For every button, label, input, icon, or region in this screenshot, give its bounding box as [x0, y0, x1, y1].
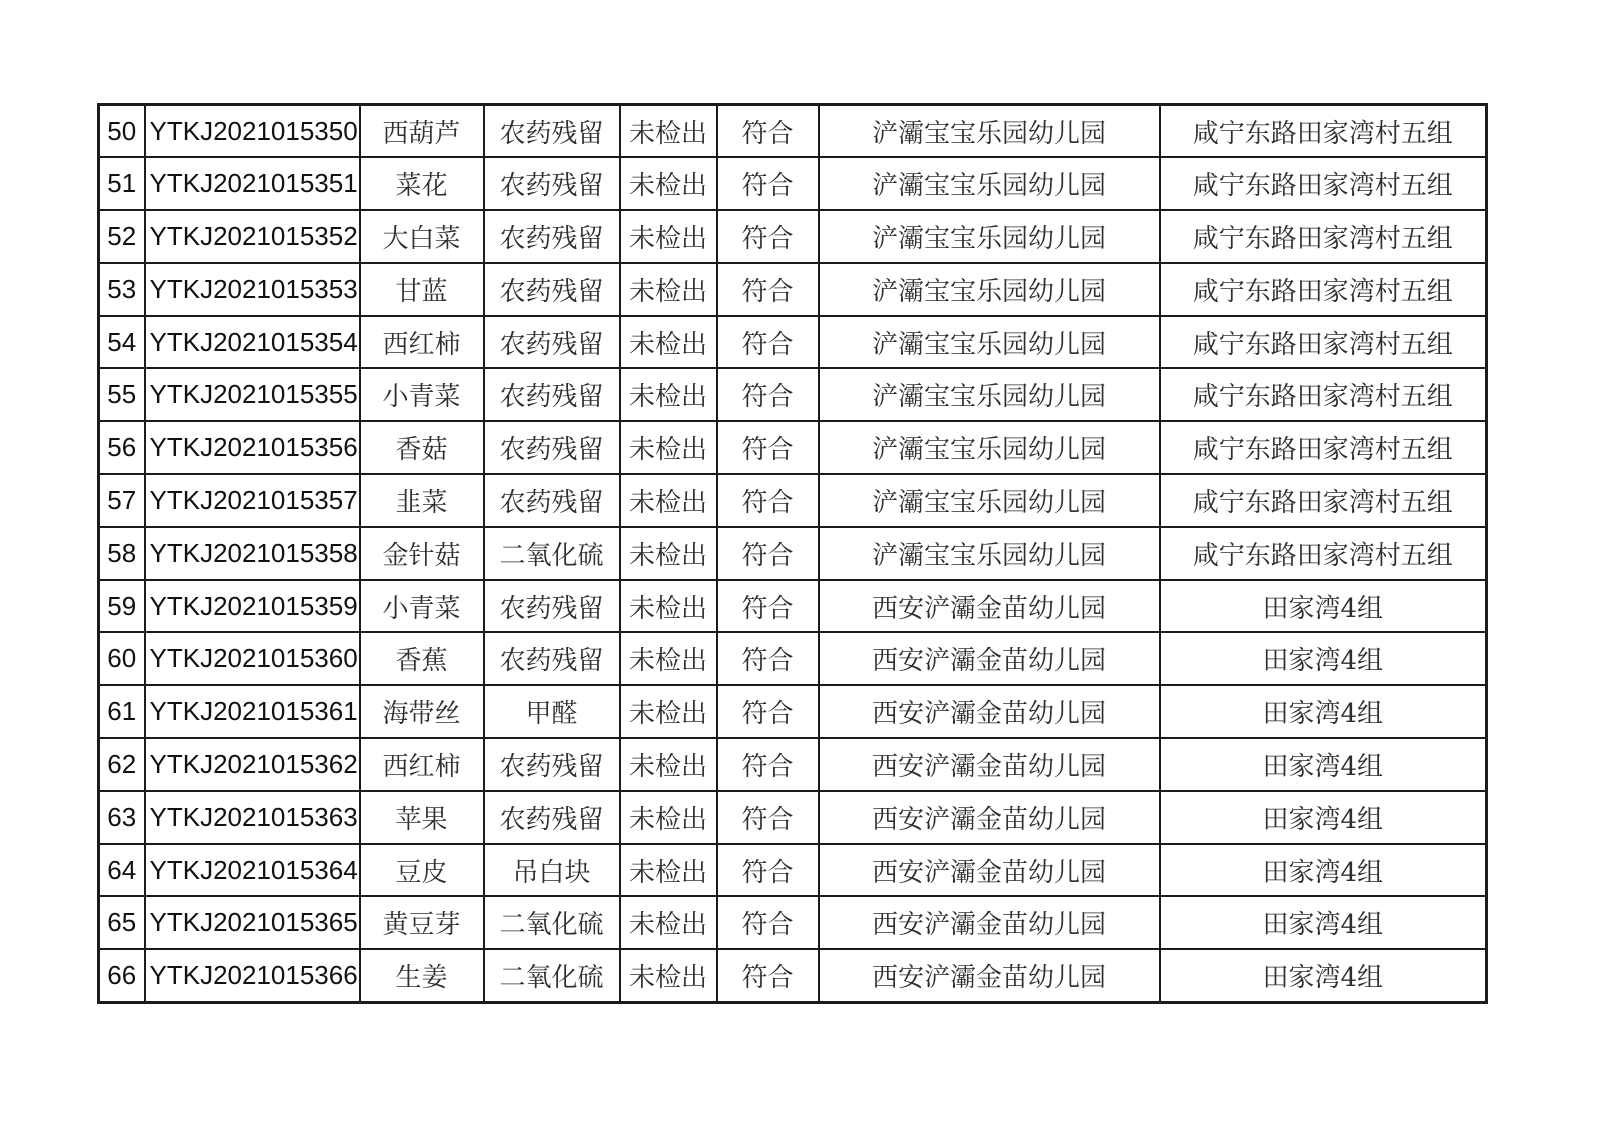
cell-sample-name: 菜花: [360, 157, 484, 210]
cell-sample-name: 韭菜: [360, 474, 484, 527]
cell-sample-id: YTKJ2021015355: [145, 368, 360, 421]
cell-row-number: 51: [99, 157, 145, 210]
cell-sample-name: 黄豆芽: [360, 896, 484, 949]
cell-sampling-site: 西安浐灞金苗幼儿园: [819, 738, 1160, 791]
cell-test-result: 未检出: [620, 368, 717, 421]
cell-sample-id: YTKJ2021015365: [145, 896, 360, 949]
cell-address: 田家湾4组: [1160, 685, 1487, 738]
cell-sample-id: YTKJ2021015360: [145, 632, 360, 685]
cell-row-number: 60: [99, 632, 145, 685]
cell-conclusion: 符合: [717, 791, 819, 844]
cell-address: 田家湾4组: [1160, 791, 1487, 844]
cell-test-result: 未检出: [620, 844, 717, 897]
cell-conclusion: 符合: [717, 263, 819, 316]
cell-test-item: 农药残留: [484, 316, 620, 369]
cell-sample-name: 小青菜: [360, 580, 484, 633]
table-row: [99, 632, 1487, 685]
cell-address: 咸宁东路田家湾村五组: [1160, 105, 1487, 158]
cell-sampling-site: 西安浐灞金苗幼儿园: [819, 896, 1160, 949]
cell-sample-name: 大白菜: [360, 210, 484, 263]
cell-sampling-site: 浐灞宝宝乐园幼儿园: [819, 105, 1160, 158]
cell-row-number: 66: [99, 949, 145, 1002]
cell-conclusion: 符合: [717, 632, 819, 685]
cell-row-number: 64: [99, 844, 145, 897]
cell-address: 田家湾4组: [1160, 949, 1487, 1002]
cell-sampling-site: 浐灞宝宝乐园幼儿园: [819, 421, 1160, 474]
cell-sampling-site: 浐灞宝宝乐园幼儿园: [819, 157, 1160, 210]
table-row: [99, 263, 1487, 316]
cell-test-item: 二氧化硫: [484, 896, 620, 949]
cell-test-result: 未检出: [620, 791, 717, 844]
cell-test-item: 农药残留: [484, 421, 620, 474]
cell-test-item: 农药残留: [484, 368, 620, 421]
cell-test-item: 二氧化硫: [484, 949, 620, 1002]
cell-sample-name: 豆皮: [360, 844, 484, 897]
cell-test-item: 农药残留: [484, 474, 620, 527]
cell-sampling-site: 西安浐灞金苗幼儿园: [819, 791, 1160, 844]
table-row: [99, 738, 1487, 791]
table-row: [99, 896, 1487, 949]
table-row: [99, 316, 1487, 369]
cell-sample-id: YTKJ2021015361: [145, 685, 360, 738]
cell-sampling-site: 浐灞宝宝乐园幼儿园: [819, 474, 1160, 527]
cell-sample-id: YTKJ2021015363: [145, 791, 360, 844]
cell-test-item: 农药残留: [484, 157, 620, 210]
cell-conclusion: 符合: [717, 474, 819, 527]
cell-conclusion: 符合: [717, 685, 819, 738]
cell-address: 咸宁东路田家湾村五组: [1160, 316, 1487, 369]
cell-sampling-site: 西安浐灞金苗幼儿园: [819, 580, 1160, 633]
cell-sample-name: 苹果: [360, 791, 484, 844]
cell-test-result: 未检出: [620, 105, 717, 158]
cell-conclusion: 符合: [717, 368, 819, 421]
cell-conclusion: 符合: [717, 580, 819, 633]
cell-sample-id: YTKJ2021015356: [145, 421, 360, 474]
cell-row-number: 63: [99, 791, 145, 844]
cell-conclusion: 符合: [717, 896, 819, 949]
cell-row-number: 50: [99, 105, 145, 158]
cell-address: 田家湾4组: [1160, 580, 1487, 633]
cell-sample-id: YTKJ2021015352: [145, 210, 360, 263]
cell-conclusion: 符合: [717, 527, 819, 580]
cell-row-number: 65: [99, 896, 145, 949]
cell-test-item: 农药残留: [484, 263, 620, 316]
cell-sample-name: 金针菇: [360, 527, 484, 580]
cell-test-item: 农药残留: [484, 632, 620, 685]
cell-test-result: 未检出: [620, 580, 717, 633]
cell-sampling-site: 浐灞宝宝乐园幼儿园: [819, 368, 1160, 421]
table-row: [99, 844, 1487, 897]
cell-test-item: 吊白块: [484, 844, 620, 897]
table-row: [99, 527, 1487, 580]
cell-conclusion: 符合: [717, 316, 819, 369]
cell-address: 田家湾4组: [1160, 632, 1487, 685]
cell-sample-name: 海带丝: [360, 685, 484, 738]
cell-sample-id: YTKJ2021015359: [145, 580, 360, 633]
cell-sampling-site: 浐灞宝宝乐园幼儿园: [819, 316, 1160, 369]
table-row: [99, 685, 1487, 738]
cell-test-result: 未检出: [620, 896, 717, 949]
cell-conclusion: 符合: [717, 421, 819, 474]
cell-sample-name: 西葫芦: [360, 105, 484, 158]
cell-test-item: 农药残留: [484, 105, 620, 158]
cell-sample-name: 小青菜: [360, 368, 484, 421]
cell-test-result: 未检出: [620, 685, 717, 738]
cell-sampling-site: 西安浐灞金苗幼儿园: [819, 685, 1160, 738]
cell-test-item: 农药残留: [484, 580, 620, 633]
cell-sample-id: YTKJ2021015354: [145, 316, 360, 369]
cell-address: 田家湾4组: [1160, 738, 1487, 791]
cell-address: 咸宁东路田家湾村五组: [1160, 210, 1487, 263]
cell-row-number: 57: [99, 474, 145, 527]
cell-address: 咸宁东路田家湾村五组: [1160, 527, 1487, 580]
table-row: [99, 421, 1487, 474]
cell-test-result: 未检出: [620, 527, 717, 580]
table-row: [99, 157, 1487, 210]
cell-sample-name: 香蕉: [360, 632, 484, 685]
cell-row-number: 59: [99, 580, 145, 633]
cell-row-number: 56: [99, 421, 145, 474]
cell-conclusion: 符合: [717, 738, 819, 791]
cell-test-item: 农药残留: [484, 791, 620, 844]
cell-sample-id: YTKJ2021015362: [145, 738, 360, 791]
cell-sample-id: YTKJ2021015366: [145, 949, 360, 1002]
cell-row-number: 61: [99, 685, 145, 738]
table-row: [99, 210, 1487, 263]
cell-test-result: 未检出: [620, 474, 717, 527]
cell-address: 咸宁东路田家湾村五组: [1160, 263, 1487, 316]
cell-test-result: 未检出: [620, 421, 717, 474]
table-row: [99, 368, 1487, 421]
cell-sample-id: YTKJ2021015350: [145, 105, 360, 158]
cell-sampling-site: 西安浐灞金苗幼儿园: [819, 632, 1160, 685]
test-results-table: [97, 103, 1488, 1004]
cell-test-item: 农药残留: [484, 738, 620, 791]
cell-test-result: 未检出: [620, 949, 717, 1002]
cell-test-result: 未检出: [620, 738, 717, 791]
table-row: [99, 949, 1487, 1002]
cell-address: 咸宁东路田家湾村五组: [1160, 421, 1487, 474]
cell-address: 田家湾4组: [1160, 844, 1487, 897]
cell-conclusion: 符合: [717, 210, 819, 263]
cell-row-number: 54: [99, 316, 145, 369]
table-body: [99, 105, 1487, 1003]
cell-address: 田家湾4组: [1160, 896, 1487, 949]
table-row: [99, 474, 1487, 527]
cell-test-result: 未检出: [620, 263, 717, 316]
table-row: [99, 580, 1487, 633]
cell-row-number: 52: [99, 210, 145, 263]
cell-test-item: 农药残留: [484, 210, 620, 263]
cell-sample-id: YTKJ2021015358: [145, 527, 360, 580]
cell-sample-name: 西红柿: [360, 738, 484, 791]
cell-sample-name: 香菇: [360, 421, 484, 474]
cell-row-number: 62: [99, 738, 145, 791]
cell-address: 咸宁东路田家湾村五组: [1160, 474, 1487, 527]
cell-sampling-site: 浐灞宝宝乐园幼儿园: [819, 210, 1160, 263]
cell-conclusion: 符合: [717, 949, 819, 1002]
cell-sample-id: YTKJ2021015353: [145, 263, 360, 316]
cell-test-item: 甲醛: [484, 685, 620, 738]
cell-conclusion: 符合: [717, 844, 819, 897]
cell-address: 咸宁东路田家湾村五组: [1160, 157, 1487, 210]
cell-sample-name: 甘蓝: [360, 263, 484, 316]
cell-sample-name: 生姜: [360, 949, 484, 1002]
cell-conclusion: 符合: [717, 157, 819, 210]
cell-test-result: 未检出: [620, 632, 717, 685]
cell-test-result: 未检出: [620, 210, 717, 263]
table-row: [99, 105, 1487, 158]
cell-row-number: 58: [99, 527, 145, 580]
cell-sampling-site: 西安浐灞金苗幼儿园: [819, 949, 1160, 1002]
cell-row-number: 53: [99, 263, 145, 316]
cell-sampling-site: 西安浐灞金苗幼儿园: [819, 844, 1160, 897]
cell-sample-name: 西红柿: [360, 316, 484, 369]
cell-conclusion: 符合: [717, 105, 819, 158]
cell-sampling-site: 浐灞宝宝乐园幼儿园: [819, 527, 1160, 580]
cell-sample-id: YTKJ2021015351: [145, 157, 360, 210]
table-row: [99, 791, 1487, 844]
cell-row-number: 55: [99, 368, 145, 421]
cell-sample-id: YTKJ2021015364: [145, 844, 360, 897]
cell-address: 咸宁东路田家湾村五组: [1160, 368, 1487, 421]
cell-test-result: 未检出: [620, 157, 717, 210]
cell-test-result: 未检出: [620, 316, 717, 369]
cell-sample-id: YTKJ2021015357: [145, 474, 360, 527]
cell-test-item: 二氧化硫: [484, 527, 620, 580]
cell-sampling-site: 浐灞宝宝乐园幼儿园: [819, 263, 1160, 316]
